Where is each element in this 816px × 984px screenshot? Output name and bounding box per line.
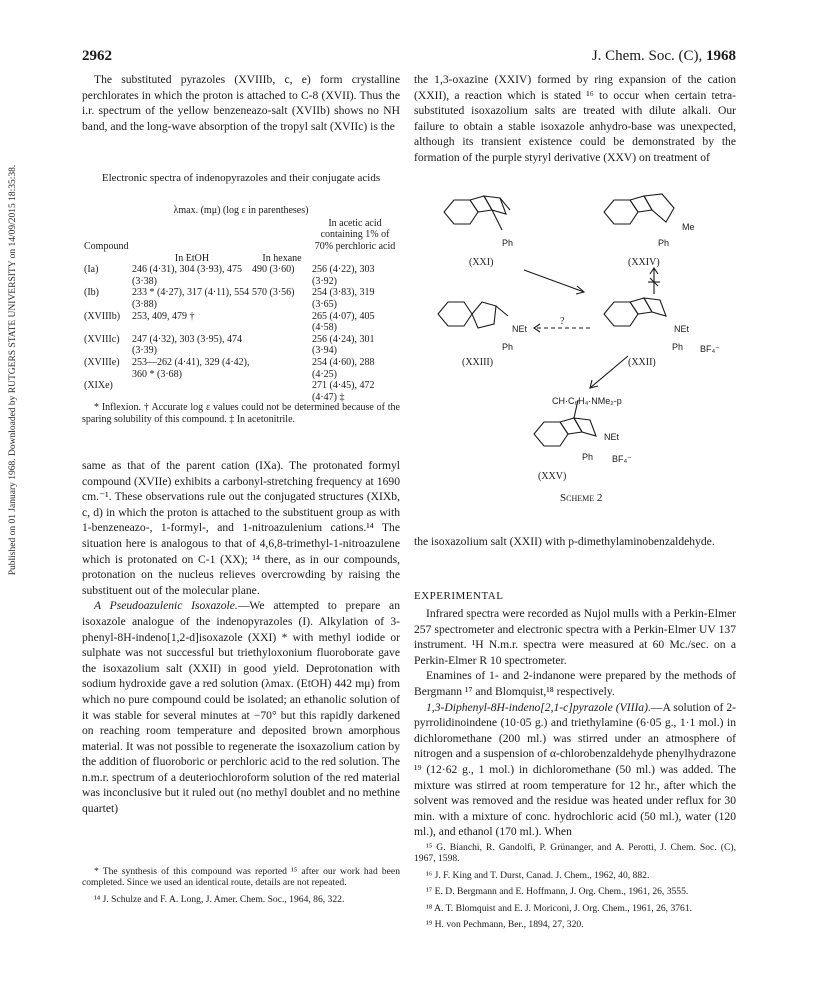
table-cell-etoh: 253, 409, 479 † [132,310,195,322]
question-mark: ? [560,316,565,327]
table-header-hexane: In hexane [262,252,302,264]
table-cell-compound: (Ia) [84,264,99,276]
styryl-substituent: CH·C₆H₄·NMe₂-p [552,396,622,406]
table-cell-hexane [252,334,312,357]
left-intro-block [82,72,400,134]
footnote-17: ¹⁷ E. D. Bergmann and E. Hoffmann, J. Org. Chem., 1961, 26, 3555. [426,886,689,898]
table-header-row [84,218,398,265]
table-title: Electronic spectra of indenopyrazoles and their conjugate acids [101,172,381,184]
table-cell-hexane [252,380,312,403]
bf4-xxii: BF₄⁻ [700,344,720,354]
right-paragraph-1: the isoxazolium salt (XXII) with p-dimethylaminobenzaldehyde. [414,535,715,548]
page-number: 2962 [82,48,112,64]
table-cell-acid: 265 (4·07), 405 (4·58) [312,310,375,334]
table-cell-hexane [252,311,312,334]
table-row [84,334,398,357]
table-cell-compound: (XVIIIc) [84,333,120,345]
structure-xxiii [438,302,508,328]
footnote-15: ¹⁵ G. Bianchi, R. Gandolfi, P. Grünanger, and A. Perotti, J. Chem. Soc. (C), 1967, 1598. [414,842,736,865]
table-cell-acid: 256 (4·24), 301 (3·94) [312,333,375,357]
table-cell-etoh: 247 (4·32), 303 (3·95), 474 (3·39) [132,333,242,357]
footnote-14: ¹⁴ J. Schulze and F. A. Long, J. Amer. Chem. Soc., 1964, 86, 322. [94,893,345,905]
table-notes [82,402,400,426]
right-para-after-scheme [414,534,736,550]
left-footnotes [82,866,400,910]
journal-year: 1968 [706,48,736,64]
structure-xxv [534,400,596,446]
table-cell-etoh: 253—262 (4·41), 329 (4·42), 360 * (3·68) [132,356,250,380]
table-caption: λmax. (mμ) (log ε in parentheses) [173,205,309,216]
table-row [84,380,398,403]
table-cell-acid: 254 (3·83), 319 (3·65) [312,287,375,310]
ph-xxii: Ph [672,342,684,352]
structure-xxi [444,196,510,230]
experimental-paragraph-1: Infrared spectra were recorded as Nujol mulls with a Perkin-Elmer 257 spectrometer and electronic spectra with a Perkin-Elmer UV 137 instrument. ¹H N.m.r. spectra were measured at 60 Mc./sec. on a Perkin-Elmer R 10 spectrometer. [414,607,736,667]
table-cell-compound: (XVIIIb) [84,310,121,322]
label-xxv: (XXV) [538,471,567,482]
structure-xxii [604,298,666,326]
table-cell-etoh: 246 (4·31), 304 (3·93), 475 (3·38) [132,264,242,287]
arrow-xxii-to-xxv [590,356,628,388]
table-row [84,287,398,310]
left-intro-paragraph: The substituted pyrazoles (XVIIIb, c, e) form crystalline perchlorates in which the proton is attached to C-8 (XVII). Thus the i.r. spectrum of the yellow benzeneazo-salt (XVIIb) shows no NH band, and the long-wave absorption of the tropyl salt (XVIIc) is the [82,73,400,133]
table-notes-text: * Inflexion. † Accurate log ε values could not be determined because of the sparing solubility of this compound. ‡ In acetonitrile. [82,402,400,425]
spectra-table [84,205,398,403]
table-cell-compound: (Ib) [84,287,99,299]
net-xxii: NEt [674,324,690,334]
label-xxiii: (XXIII) [462,357,494,368]
journal-name: J. Chem. Soc. (C), [591,48,703,64]
download-sidebar-note [6,110,20,630]
download-note-text: Published on 01 January 1968. Downloaded by RUTGERS STATE UNIVERSITY on 14/09/2015 18:35:38. [8,164,18,576]
right-footnotes [414,842,736,935]
scheme-title: Scheme 2 [560,492,603,504]
table-cell-acid: 271 (4·45), 472 (4·47) ‡ [312,380,375,403]
label-xxii: (XXII) [628,357,656,368]
structure-xxiv [604,194,674,224]
ph-xxi: Ph [502,238,514,248]
net-xxiii: NEt [512,324,528,334]
table-row [84,357,398,380]
experimental-paragraph-2: Enamines of 1- and 2-indanone were prepared by the methods of Bergmann ¹⁷ and Blomquist,¹⁸ respectively. [414,669,736,698]
experimental-paragraph-3 [414,700,736,840]
table-cell-compound: (XIXe) [84,380,113,392]
table-cell-hexane: 490 (3·60) [252,264,295,276]
table-cell-hexane: 570 (3·56) [252,287,295,299]
arrow-xxi-to-xxii [524,270,584,292]
experimental-heading: EXPERIMENTAL [414,590,504,602]
footnote-star: * The synthesis of this compound was reported ¹⁵ after our work had been completed. Since we used an identical route, details are not repeated. [82,866,400,889]
reaction-scheme [414,182,736,482]
ph-xxiv: Ph [658,238,670,248]
isoxazole-heading: A Pseudoazulenic Isoxazole. [94,599,238,613]
table-cell-hexane [252,357,312,380]
footnote-19: ¹⁹ H. von Pechmann, Ber., 1894, 27, 320. [426,919,584,931]
compound-procedure: —A solution of 2-pyrrolidinoindene (10·05 g.) and triethylamine (6·05 g., 1·1 mol.) in dichloromethane (200 ml.) was stirred under an atmosphere of nitrogen and a suspension of α-chlorobenzaldehyde phenylhydrazone ¹⁹ (12·62 g., 1 mol.) in dichloromethane (50 ml.) was added. The mixture was stirred at room temperature for 12 hr., after which the solvent was removed and the residue was heated under reflux for 30 min. with a mixture of conc. hydrochloric acid (50 ml.), water (120 ml.), and ethanol (170 ml.). When [414,700,736,839]
ph-xxv: Ph [582,452,594,462]
label-xxiv: (XXIV) [628,257,660,268]
net-xxv: NEt [604,432,620,442]
journal-header [592,48,736,65]
table-cell-acid: 256 (4·22), 303 (3·92) [312,264,375,287]
left-paragraph-2 [82,598,400,816]
table-cell-compound: (XVIIIe) [84,356,120,368]
footnote-16: ¹⁶ J. F. King and T. Durst, Canad. J. Chem., 1962, 40, 882. [426,869,650,881]
table-cell-acid: 254 (4·60), 288 (4·25) [312,356,375,380]
table-row [84,264,398,287]
isoxazole-text: —We attempted to prepare an isoxazole analogue of the indenopyrazoles (I). Alkylation of 3-phenyl-8H-indeno[1,2-d]isoxazole (XXI) * with methyl iodide or sulphate was not successful but triethyloxonium fluoroborate gave the isoxazolium salt (XXII) in good yield. Deprotonation with sodium hydroxide gave a red solution (λmax. (EtOH) 442 mμ) from which no pure compound could be isolated; an ethanolic solution of it was stable for several minutes at −70° but this rapidly darkened on reaching room temperature and deposited brown amorphous material. It was not possible to regenerate the isoxazolium cation by the addition of fluoroboric or perchloric acid to the red solution. The n.m.r. spectrum of a deuteriochloroform solution of the red material was inconclusive but it ruled out (no methyl doublet and no methine quartet) [82,599,400,816]
compound-heading: 1,3-Diphenyl-8H-indeno[2,1-c]pyrazole (VIIIa). [426,700,651,714]
table-cell-etoh [132,380,252,403]
right-intro-paragraph: the 1,3-oxazine (XXIV) formed by ring expansion of the cation (XXII), a reaction which is stated ¹⁶ to occur when certain tetra-substituted isoxazolium salts are treated with dilute alkali. Our failure to obtain a stable isoxazole anhydro-base was unexpected, although its transient existence could be demonstrated by the formation of the purple styryl derivative (XXV) on treatment of [414,73,736,164]
ph-xxiii: Ph [502,342,514,352]
footnote-18: ¹⁸ A. T. Blomquist and E. J. Moriconi, J. Org. Chem., 1961, 26, 3761. [426,902,693,914]
experimental-body [414,606,736,840]
table-cell-etoh: 233 * (4·27), 317 (4·11), 554 (3·88) [132,287,250,310]
right-intro-block [414,72,736,166]
bf4-xxv: BF₄⁻ [612,454,632,464]
label-xxi: (XXI) [469,257,494,268]
table-header-etoh: In EtOH [174,252,210,264]
me-xxiv: Me [682,222,695,232]
table-row [84,311,398,334]
scheme-drawing [414,182,736,482]
table-header-compound: Compound [84,240,129,252]
left-body [82,458,400,817]
table-header-acid: In acetic acid containing 1% of 70% perchloric acid [314,217,396,252]
left-paragraph-1: same as that of the parent cation (IXa). The protonated formyl compound (XVIIe) exhibits a carbonyl-stretching frequency at 1690 cm.⁻¹. These observations rule out the conjugated structures (XIXb, c, d) in which the proton is attached to the substituent group as with 1-benzeneazo-, 1-formyl-, and 1-nitroazulenium cations.¹⁴ The situation here is analogous to that of 4,6,8-trimethyl-1-nitroazulene which is protonated on C-1 (XX); ¹⁴ there, as in our compounds, protonation on the nucleus relieves overcrowding by raising the substituent out of the molecular plane. [82,459,400,597]
